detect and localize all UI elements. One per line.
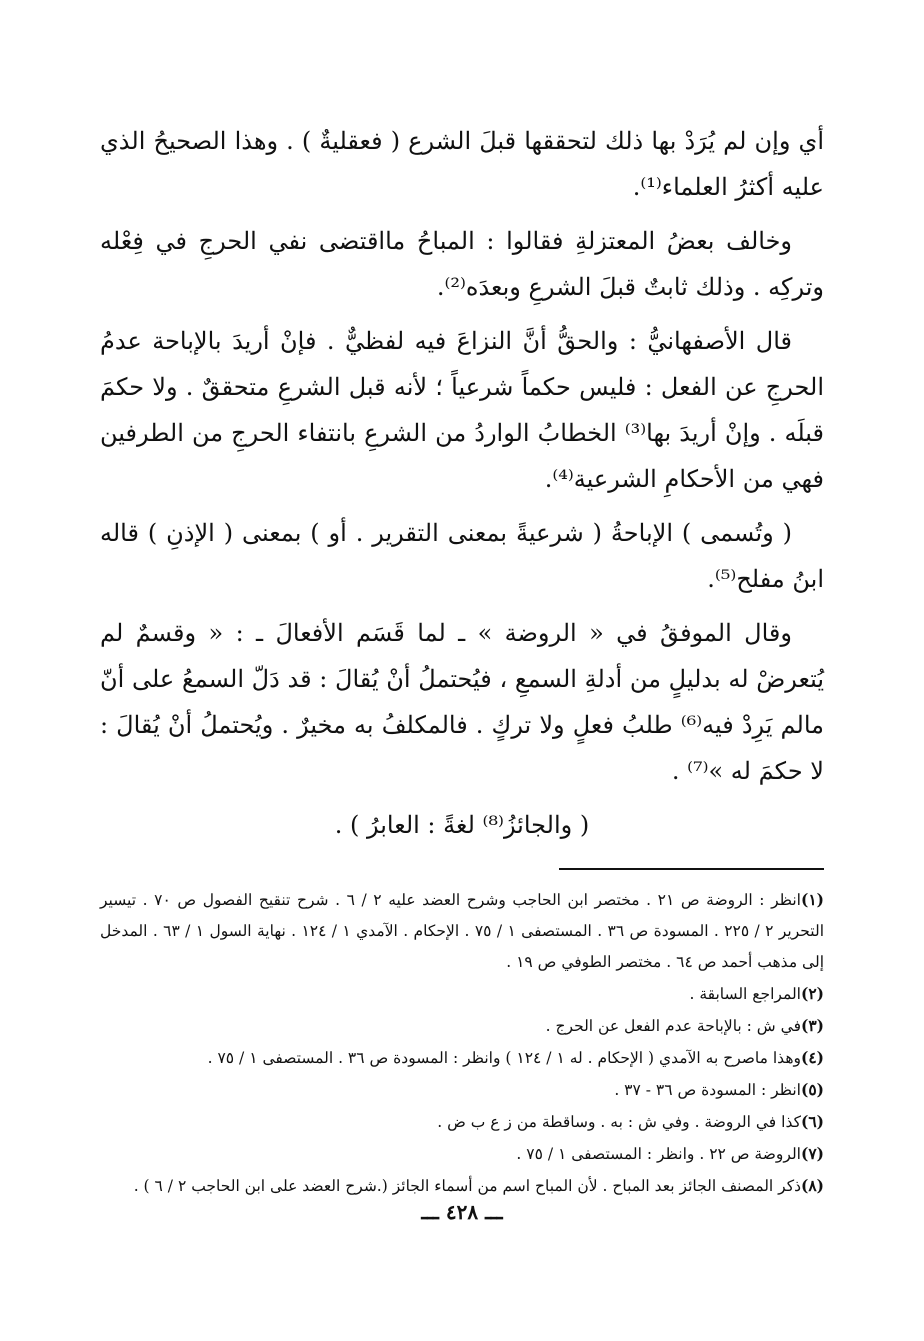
footnote-6 <box>100 1106 824 1138</box>
footnote-text: في ش : بالإباحة عدم الفعل عن الحرج . <box>545 1017 801 1035</box>
footnote-text: الروضة ص ٢٢ . وانظر : المستصفى ١ / ٧٥ . <box>516 1145 801 1163</box>
footnote-number: (٧) <box>800 1144 824 1163</box>
footnote-text: انظر : الروضة ص ٢١ . مختصر ابن الحاجب وشرح العضد عليه ٢ / ٦ . شرح تنقيح الفصول ص ٧٠ . تيسير التحرير ٢ / ٢٢٥ . المسودة ص ٣٦ . المستصفى ١ / ٧٥ . الإحكام . الآمدي ١ / ١٢٤ . نهاية السول ١ / ٦٣ . المدخل إلى مذهب أحمد ص ٦٤ . مختصر الطوفي ص ١٩ . <box>100 891 825 971</box>
footnote-text: المراجع السابقة . <box>689 985 801 1003</box>
page-number: ـــ ٤٢٨ ـــ <box>421 1200 503 1224</box>
footnote-text: ذكر المصنف الجائز بعد المباح . لأن المباح اسم من أسماء الجائز (.شرح العضد على ابن الحاجب ٢ / ٦ ) . <box>133 1177 801 1195</box>
footnote-2 <box>100 978 824 1010</box>
footnotes <box>100 884 824 1202</box>
footnote-4 <box>100 1042 824 1074</box>
footnote-number: (٦) <box>800 1112 824 1131</box>
paragraph-6: ( والجائزُ⁽⁸⁾ لغةً : العابرُ ) . <box>334 811 590 839</box>
footnote-number: (١) <box>800 890 824 909</box>
footnote-text: كذا في الروضة . وفي ش : به . وساقطة من ز ع ب ض . <box>437 1113 801 1131</box>
footnote-number: (٨) <box>800 1176 824 1195</box>
footnote-3 <box>100 1010 824 1042</box>
paragraph-3: قال الأصفهانيُّ : والحقُّ أنَّ النزاعَ فيه لفظيٌّ . فإنْ أريدَ بالإباحة عدمُ الحرجِ عن الفعل : فليس حكماً شرعياً ؛ لأنه قبل الشرعِ متحققٌ . ولا حكمَ قبلَه . وإنْ أريدَ بها⁽³⁾ الخطابُ الواردُ من الشرعِ بانتفاء الحرجِ من الطرفين فهي من الأحكامِ الشرعية⁽⁴⁾. <box>100 327 824 493</box>
footnote-7 <box>100 1138 824 1170</box>
footnote-number: (٤) <box>800 1048 824 1067</box>
main-text <box>100 118 824 848</box>
paragraph-1: أي وإن لم يُرَدْ بها ذلك لتحققها قبلَ الشرع ( فعقليةٌ ) . وهذا الصحيحُ الذي عليه أكثرُ العلماء⁽¹⁾. <box>100 127 824 201</box>
footnote-number: (٢) <box>800 984 824 1003</box>
page-content <box>100 118 824 1202</box>
paragraph-5: وقال الموفقُ في « الروضة » ـ لما قَسَم الأفعالَ ـ : « وقسمٌ لم يُتعرضْ له بدليلٍ من أدلةِ السمعِ ، فيُحتملُ أنْ يُقالَ : قد دَلّ السمعُ على أنّ مالم يَرِدْ فيه⁽⁶⁾ طلبُ فعلٍ ولا تركٍ . فالمكلفُ به مخيرٌ . ويُحتملُ أنْ يُقالَ : لا حكمَ له »⁽⁷⁾ . <box>100 619 824 785</box>
footnote-text: وهذا ماصرح به الآمدي ( الإحكام . له ١ / ١٢٤ ) وانظر : المسودة ص ٣٦ . المستصفى ١ / ٧٥ . <box>207 1049 801 1067</box>
footnote-1 <box>100 884 824 978</box>
paragraph-2: وخالف بعضُ المعتزلةِ فقالوا : المباحُ مااقتضى نفي الحرجِ في فِعْله وتركِه . وذلك ثابتٌ قبلَ الشرعِ وبعدَه⁽²⁾. <box>100 227 824 301</box>
footnote-5 <box>100 1074 824 1106</box>
footnote-text: انظر : المسودة ص ٣٦ - ٣٧ . <box>614 1081 801 1099</box>
footnote-divider <box>559 868 824 870</box>
footnote-number: (٣) <box>800 1016 824 1035</box>
paragraph-4: ( وتُسمى ) الإباحةُ ( شرعيةً بمعنى التقرير . أو ) بمعنى ( الإذنِ ) قاله ابنُ مفلح⁽⁵⁾. <box>100 519 824 593</box>
footnote-number: (٥) <box>800 1080 824 1099</box>
footnote-8 <box>100 1170 824 1202</box>
